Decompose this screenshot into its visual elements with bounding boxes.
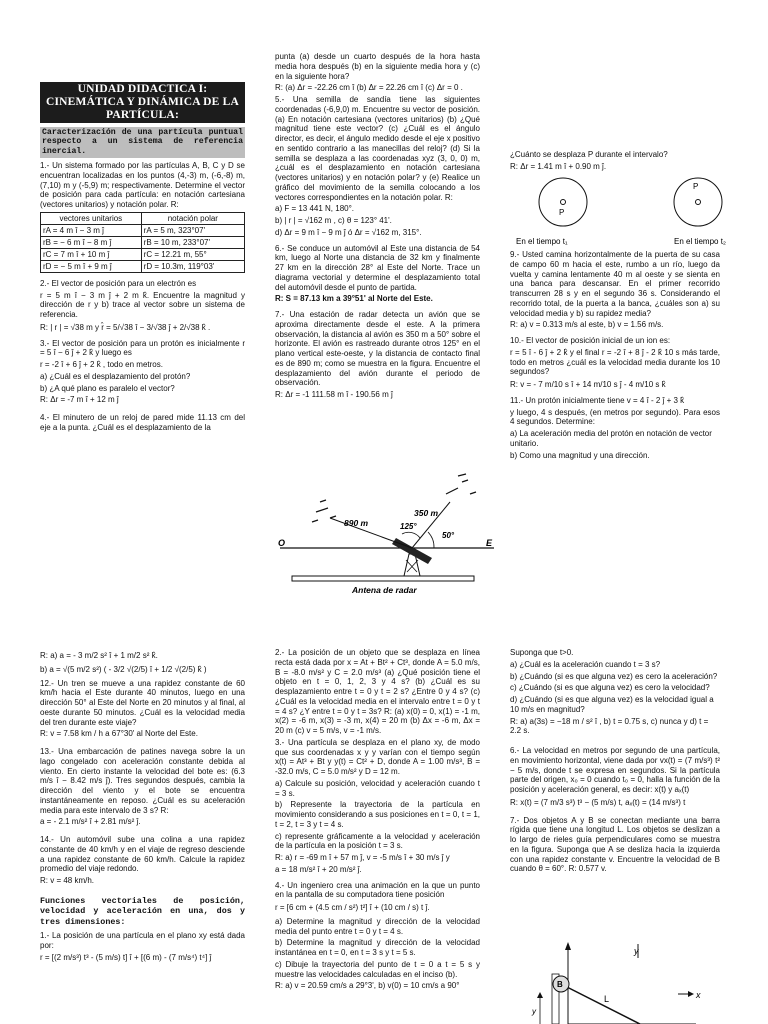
problem-7-text: 7.- Una estación de radar detecta un avión que se aproxima directamente desde el este. A la primera observación, la distancia al avión es 350 m a 50° sobre el horizonte. El avión es rastreado durante otros 125° en el plano vertical este-oeste, y la distancia de contacto final es de 890 m; como se muestra en la figura. Encuentre el desplazamiento del avión durante el periodo de observación. [275, 310, 480, 388]
column-4 [40, 648, 245, 1024]
problem-3b-text: 3.- Una partícula se desplaza en el plano xy, de modo que sus coordenadas x y y varían con el tiempo según x(t) = At³ + Bt y y(t) = Ct² + D, donde A = 1.00 m/s³, B = -32.0 m/s, C = 5.0 m/s² y D = 12 m. [275, 737, 480, 776]
distance-890-label: 890 m [344, 518, 369, 528]
point-p-label-t1: P [559, 208, 565, 217]
problem-11-text: y luego, 4 s después, (en metros por segundo). Para esos 4 segundos. Determine: [510, 407, 720, 427]
problem-3b-question-b: b) Represente la trayectoria de la partícula en movimiento considerando a sus posiciones en t = 0, t = 1, t = 2, t = 3 y t = 4 s. [275, 800, 480, 829]
table-row [41, 224, 245, 236]
problem-6-answer: R: S = 87.13 km a 39°51' al Norte del Este. [275, 294, 433, 304]
table-cell: rD = 10.3m, 119°03' [141, 260, 244, 272]
problem-7-answer: R: Δr = -1 111.58 m î - 190.56 m ĵ [275, 390, 393, 399]
problem-5b-intro: Suponga que t>0. [510, 648, 574, 657]
problem-3-question-b: b) ¿A qué plano es paralelo el vector? [40, 383, 175, 393]
problem-3-intro: 3.- El vector de posición para un protón es inicialmente r = 5 î − 6 ĵ + 2 k̂ y luego es [40, 338, 245, 358]
problem-4b-equation: r = [6 cm + (4.5 cm / s²) t²] î + (10 cm / s) t ĵ. [275, 903, 430, 912]
column-6 [510, 648, 720, 938]
problem-5b-question-d: d) ¿Cuándo (si es que alguna vez) es la velocidad igual a 10 m/s en magnitud? [510, 695, 714, 714]
time-t1-label: En el tiempo t₁ [516, 237, 568, 246]
answer-acceleration-a: R: a) a = - 3 m/2 s² î + 1 m/2 s² k̂. [40, 651, 158, 660]
problem-10-text: r = 5 î - 6 ĵ + 2 k̂ y el final r = -2 î + 8 ĵ - 2 k̂ 10 s más tarde, todo en metros ¿cuál es la velocidad media durante los 10 segundos? [510, 347, 720, 377]
question-displacement-p: ¿Cuánto se desplaza P durante el intervalo? [510, 150, 668, 159]
problem-4-continued: punta (a) desde un cuarto después de la hora hasta media hora después (b) en la siguiente media hora y (c) en la siguiente hora? [275, 52, 480, 81]
rigid-bar [561, 984, 640, 1024]
problem-1b-text: 1.- La posición de una partícula en el plano xy está dada por: [40, 931, 245, 950]
problem-6b-answer: R: x(t) = (7 m/3 s³) t³ − (5 m/s) t, aₓ(t) = (14 m/s³) t [510, 797, 686, 807]
angle-arc-50 [428, 532, 434, 548]
ground-platform [292, 576, 474, 581]
problem-2-text: r = 5 m î − 3 m ĵ + 2 m k̂. Encuentre la magnitud y dirección de r y b) trace al vector sobre un sistema de referencia. [40, 290, 245, 320]
antenna-brace [406, 560, 417, 572]
column-1 [40, 82, 245, 502]
problem-5b-question-c: c) ¿Cuándo (si es que alguna vez) es cero la velocidad? [510, 683, 710, 693]
center-point-t2 [696, 200, 701, 205]
problem-3b-question-a: a) Calcule su posición, velocidad y aceleración cuando t = 3 s. [275, 778, 480, 798]
circle-t1 [539, 178, 587, 226]
table-cell: rC = 12.21 m, 55° [141, 248, 244, 260]
problem-14-text: 14.- Un automóvil sube una colina a una rapidez constante de 40 km/h y en el viaje de regreso desciende a una rapidez constante de 60 km/h. Calcule la rapidez promedio del viaje redondo. [40, 835, 245, 874]
vector-table [40, 212, 245, 273]
table-cell: rB = 10 m, 233°07' [141, 236, 244, 248]
problem-7b-text: 7.- Dos objetos A y B se conectan mediante una barra rígida que tiene una longitud L. Los objetos se deslizan a lo largo de rieles guía perpendiculares como se muestra en la figura. Suponga que A se desliza hacia la izquierda con una rapidez constante v. Encuentre la velocidad de B cuando θ = 60°. R: 0.577 v. [510, 815, 720, 874]
y-axis-label: y [634, 946, 639, 956]
problem-3b-question-c: c) represente gráficamente a la velocidad y aceleración de la partícula en la posición t = 3 s. [275, 831, 480, 851]
problem-9-text: 9.- Usted camina horizontalmente de la puerta de su casa de campo 60 m hacia el este, rumbo a un río, luego da vuelta y camina lentamente 40 m al oeste y se sienta en una banca para descansar. En el primer recorrido transcurren 28 s y en el segundo 36 s. Considerando el recorrido total, de la puerta a la banca, ¿cuáles son a) su velocidad media y b) su rapidez media? [510, 250, 720, 318]
problem-2-intro: 2.- El vector de posición para un electrón es [40, 278, 197, 288]
problem-6b-text: 6.- La velocidad en metros por segundo de una partícula, en movimiento horizontal, viene dada por vx(t) = (7 m/s³) t² − 5 m/s, donde t se expresa en segundos. Si la partícula parte del origen, x₀ = 0 cuando t₀ = 0, halla la función de la posición y aceleración general, es decir: x(t) y aₓ(t) [510, 746, 720, 794]
vector-table-header [41, 212, 245, 224]
problem-2b-text: 2.- La posición de un objeto que se desplaza en línea recta está dada por x = At + Bt² + Ct³, donde A = 5.0 m/s, B = -8.0 m/s² y C = 2.0 m/s³ (a) ¿Qué posición tiene el objeto en t = 0, 1, 2, 3 y 4 s? (b) ¿Cuál es su desplazamiento entre t = 0 y t = 2 s? ¿Entre 0 y 4 s? (c) ¿Cuál es la velocidad media en el intervalo entre t = 0 y t = 4 s? ¿Y entre t = 0 y t = 3s? R: (a) x(0) = 0, x(1) = -1 m, x(2) = -6 m, x(3) = -3 m, x(4) = 20 m (b) Δx = -6 m, Δx = 20 m (c) v = 5 m/s, v = -1 m/s. [275, 648, 480, 735]
problem-10-intro: 10.- El vector de posición inicial de un ion es: [510, 336, 671, 345]
object-b-label: B [557, 980, 563, 989]
problem-2-answer: R: | r | = √38 m y r̂ = 5/√38 î − 3/√38 ĵ + 2/√38 k̂ . [40, 322, 211, 332]
problem-4-answer: R: (a) Δr = -22.26 cm î (b) Δr = 22.26 cm î (c) Δr = 0 . [275, 83, 463, 93]
column-2 [275, 52, 480, 472]
x-axis-arrow [688, 991, 694, 997]
problem-13-answer: a = - 2.1 m/s² î + 2.81 m/s² ĵ. [40, 817, 141, 827]
problem-5-text: 5.- Una semilla de sandía tiene las siguientes coordenadas (-6,9,0) m. Encuentre su vector de posición. (a) En notación cartesiana (vectores unitarios) (b) ¿Qué magnitud tiene este vector? (c) ¿Cuál es el ángulo director, es decir, el ángulo medido desde el eje x positivo en sentido contrario a las manecillas del reloj? (d) Si la semilla se desplaza a las coordenadas xyz (3, 0, 0) m, ¿cuál es el desplazamiento en notación cartesiana (vectores unitarios) y en notación polar? y (e) Realice un gráfico del movimiento de la semilla colocando a los vectores correspondientes en la notación polar. R: [275, 95, 480, 202]
problem-1b-equation: r = [(2 m/s³) t³ - (5 m/s) t] î + [(6 m) - (7 m/s⁴) t⁴] ĵ [40, 952, 212, 962]
bar-length-label: L [604, 994, 610, 1004]
y-dimension-arrow [537, 992, 543, 998]
problem-5-answer-b: b) | r | = √162 m , c) θ = 123° 41'. [275, 216, 392, 225]
question-displacement-answer: R: Δr = 1.41 m î + 0.90 m ĵ. [510, 161, 607, 171]
problem-13-text: 13.- Una embarcación de patines navega sobre la un lago congelado con aceleración constante debida al viento. En cierto instante la velocidad del bote es: (6.3 m/s î − 8.42 m/s ĵ). Tres segundos después, cambia la dirección del viento y el bote se encuentra instantáneamente en reposo. ¿Cuál es su aceleración media para este intervalo de 3 s? R: [40, 747, 245, 815]
problem-3-question-a: a) ¿Cuál es el desplazamiento del protón? [40, 371, 191, 381]
problem-11-question-a: a) La aceleración media del protón en notación de vector unitario. [510, 429, 712, 448]
table-cell: rD = − 5 m î + 9 m ĵ [41, 260, 142, 272]
problem-5b-question-a: a) ¿Cuál es la aceleración cuando t = 3 s? [510, 659, 661, 669]
east-label-e: E [486, 538, 493, 548]
problem-4b-answer: R: a) v = 20.59 cm/s a 29°3', b) v(0) = 10 cm/s a 90° [275, 981, 460, 991]
problem-6-text: 6.- Se conduce un automóvil al Este una distancia de 54 km, luego al Norte una distancia de 32 km y finalmente 27 km en la dirección 28° al Este del Norte. Trace un diagrama vectorial y determine el desplazamiento total del automóvil desde el punto de partida. [275, 243, 480, 292]
table-cell: rB = − 6 m î − 8 m ĵ [41, 236, 142, 248]
table-cell: rC = 7 m î + 10 m ĵ [41, 248, 142, 260]
point-p-label-t2: P [693, 182, 699, 191]
angle-arc-125 [402, 532, 420, 538]
antenna-dish [392, 538, 432, 564]
problem-5-answer-a: a) F = 13 441 N, 180°. [275, 204, 355, 214]
column-5 [275, 648, 480, 1024]
problem-5b-answer: R: a) a(3s) = −18 m / s² î , b) t = 0.75 s, c) nunca y d) t = 2.2 s. [510, 716, 709, 736]
problem-4b-text: 4.- Un ingeniero crea una animación en la que un punto en la pantalla de su computadora tiene posición [275, 880, 480, 900]
angle-125-label: 125° [400, 522, 417, 531]
section-heading-characterization: Caracterización de una partícula puntual respecto a un sistema de referencia inercial. [42, 127, 243, 157]
angle-50-label: 50° [442, 531, 455, 540]
problem-11-question-b: b) Como una magnitud y una dirección. [510, 450, 650, 460]
table-header-cell: vectores unitarios [41, 212, 142, 224]
problem-5-answer-d: d) Δr = 9 m î − 9 m ĵ ó Δr = √162 m, 315°. [275, 227, 422, 237]
table-header-cell: notación polar [141, 212, 244, 224]
problem-3-answer: R: Δr = -7 m î + 12 m ĵ [40, 395, 119, 405]
radar-figure [272, 472, 502, 602]
circles-figure [510, 174, 730, 246]
table-cell: rA = 4 m î − 3 m ĵ [41, 224, 142, 236]
problem-11-intro: 11.- Un protón inicialmente tiene v = 4 î - 2 ĵ + 3 k̂ [510, 395, 685, 405]
west-label-o: O [278, 538, 286, 548]
section-heading-vector-functions: Funciones vectoriales de posición, velocidad y aceleración en una, dos y tres dimensiones: [40, 895, 245, 927]
figure-caption: Antena de radar [352, 585, 417, 595]
sliding-bar-figure [520, 938, 720, 1024]
column-3-lower [510, 250, 720, 540]
y-axis-arrow [565, 942, 571, 950]
table-cell: rA = 5 m, 323°07' [141, 224, 244, 236]
y-dimension-label: y [532, 1007, 536, 1016]
problem-9-answer: R: a) v = 0.313 m/s al este, b) v = 1.56 m/s. [510, 320, 664, 330]
problem-5b-question-b: b) ¿Cuándo (si es que alguna vez) es cero la aceleración? [510, 671, 718, 681]
problem-3-final: r = -2 î + 6 ĵ + 2 k̂ , todo en metros. [40, 360, 163, 370]
x-axis-label: x [696, 990, 701, 1000]
problem-4b-question-b: b) Determine la magnitud y dirección de la velocidad instantánea en t = 0, en t = 3 s y t = 5 s. [275, 938, 480, 957]
problem-3b-answer-2: a = 18 m/s² î + 20 m/s² ĵ. [275, 864, 362, 874]
problem-4-text: 4.- El minutero de un reloj de pared mide 11.13 cm del eje a la punta. ¿Cuál es el desplazamiento de la [40, 413, 245, 432]
problem-4b-question-c: c) Dibuje la trayectoria del punto de t = 0 a t = 5 s y muestre las velocidades calculadas en el inciso (b). [275, 959, 480, 979]
problem-1-text: 1.- Un sistema formado por las partículas A, B, C y D se encuentran localizadas en los puntos (4,-3) m, (-6,-8) m, (7,10) m y (-5,9) m; respectivamente. Determine el vector de posición para cada partícula: en notación cartesiana (vectores unitarios) y notación polar. R: [40, 161, 245, 210]
problem-14-answer: R: v = 48 km/h. [40, 876, 95, 885]
table-row [41, 236, 245, 248]
time-t2-label: En el tiempo t₂ [674, 237, 727, 246]
table-row [41, 248, 245, 260]
center-point-t1 [561, 200, 566, 205]
unit-title: UNIDAD DIDACTICA I: CINEMÁTICA Y DINÁMICA DE LA PARTÍCULA: [40, 82, 245, 123]
problem-10-answer: R: v = - 7 m/10 s î + 14 m/10 s ĵ - 4 m/10 s k̂ [510, 380, 666, 389]
problem-3b-answer-1: R: a) r = -69 m î + 57 m ĵ, v = -5 m/s î + 30 m/s ĵ y [275, 853, 450, 862]
problem-12-answer: R: v = 7.58 km / h a 67°30' al Norte del Este. [40, 729, 198, 739]
answer-acceleration-b: b) a = √(5 m/2 s²) ( - 3/2 √(2/5) î + 1/2 √(2/5) k̂ ) [40, 664, 207, 674]
problem-4b-question-a: a) Determine la magnitud y dirección de la velocidad media del punto entre t = 0 y t = 4 s. [275, 916, 480, 936]
distance-350-label: 350 m [414, 508, 439, 518]
table-row [41, 260, 245, 272]
antenna-brace [407, 560, 418, 572]
problem-12-text: 12.- Un tren se mueve a una rapidez constante de 60 km/h hacia el Este durante 40 minutos, luego en una dirección 50° al Este del Norte en 20 minutos y al final, al oeste durante 50 minutos. ¿Cuál es la velocidad media del tren durante este viaje? [40, 678, 245, 727]
airplane-icon [446, 474, 476, 494]
